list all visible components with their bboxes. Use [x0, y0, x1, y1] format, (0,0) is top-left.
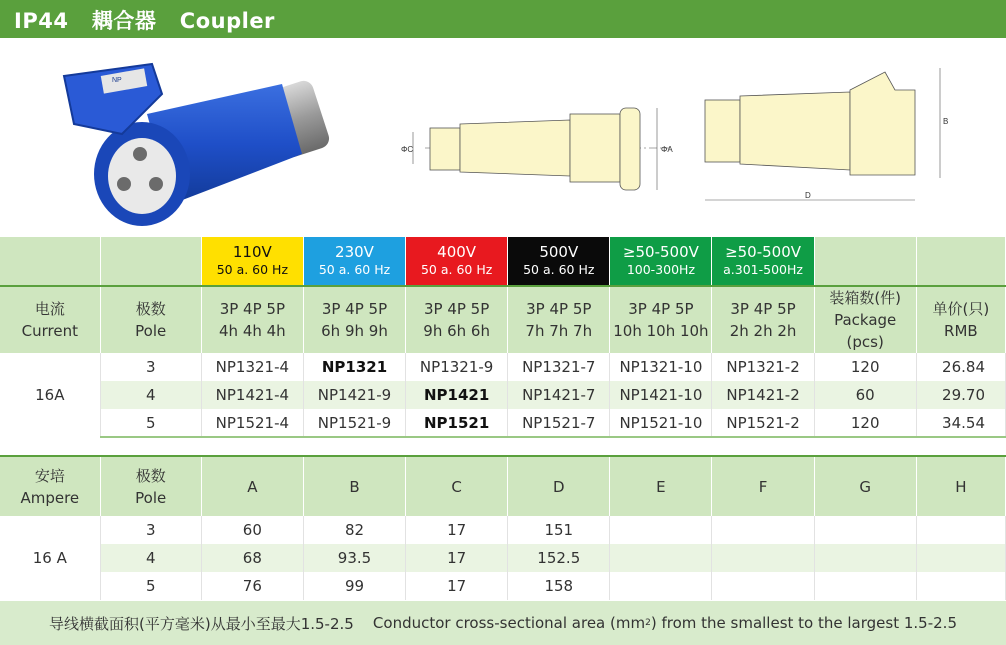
- product-code: NP1421-9: [303, 381, 405, 409]
- dim-value: 151: [508, 516, 610, 544]
- table-row: [0, 409, 1006, 437]
- product-code: NP1521-10: [610, 409, 712, 437]
- header-dim: A: [201, 456, 303, 516]
- dim-label-phi-c: ΦC: [401, 145, 414, 154]
- title-bar: [0, 0, 1006, 38]
- top-view-drawing: [700, 60, 960, 210]
- header-ampere: 安培 Ampere: [0, 456, 100, 516]
- package-value: 120: [814, 353, 916, 381]
- pole-value: 4: [100, 381, 201, 409]
- price-value: 26.84: [916, 353, 1005, 381]
- footer-superscript: 2: [645, 618, 651, 628]
- page-title: IP44 耦合器 Coupler: [14, 9, 275, 33]
- dim-value: [610, 544, 712, 572]
- pole-value: 5: [100, 572, 201, 600]
- footer-text-en-end: ) from the smallest to the largest 1.5-2.5: [650, 614, 957, 632]
- dim-value: 152.5: [508, 544, 610, 572]
- voltage-cell: 400V 50 a. 60 Hz: [406, 237, 508, 286]
- table-row: [0, 544, 1006, 572]
- table-row: [0, 516, 1006, 544]
- product-code: NP1321-9: [406, 353, 508, 381]
- footer-note: [0, 601, 1006, 645]
- dim-value: 158: [508, 572, 610, 600]
- voltage-cell: ≥50-500V 100-300Hz: [610, 237, 712, 286]
- voltage-cell: 500V 50 a. 60 Hz: [508, 237, 610, 286]
- dim-value: [814, 516, 916, 544]
- package-value: 120: [814, 409, 916, 437]
- side-view-drawing: [395, 100, 695, 200]
- voltage-row: [0, 237, 1006, 286]
- header-dim: F: [712, 456, 814, 516]
- product-code: NP1321-10: [610, 353, 712, 381]
- product-photo: [52, 54, 342, 234]
- product-code: NP1421: [406, 381, 508, 409]
- dim-value: 99: [303, 572, 405, 600]
- dim-value: 17: [406, 544, 508, 572]
- dim-value: [712, 572, 814, 600]
- dim-value: 76: [201, 572, 303, 600]
- spec-header-row: [0, 286, 1006, 353]
- header-price: 单价(只) RMB: [916, 286, 1005, 353]
- dimension-table: [0, 455, 1006, 600]
- pole-value: 3: [100, 516, 201, 544]
- product-code: NP1321-7: [508, 353, 610, 381]
- brand-mark: NP: [112, 77, 122, 84]
- header-pole: 极数 Pole: [100, 456, 201, 516]
- product-code: NP1421-7: [508, 381, 610, 409]
- dim-value: 17: [406, 516, 508, 544]
- product-code: NP1521-2: [712, 409, 814, 437]
- current-value: 16A: [0, 353, 100, 437]
- dim-label-d: D: [805, 191, 811, 200]
- dim-value: [610, 516, 712, 544]
- product-code: NP1321-2: [712, 353, 814, 381]
- header-dim: H: [916, 456, 1005, 516]
- header-variant: 3P 4P 5P 7h 7h 7h: [508, 286, 610, 353]
- price-value: 34.54: [916, 409, 1005, 437]
- header-dim: C: [406, 456, 508, 516]
- header-variant: 3P 4P 5P 9h 6h 6h: [406, 286, 508, 353]
- product-code: NP1321-4: [201, 353, 303, 381]
- header-dim: G: [814, 456, 916, 516]
- product-code: NP1321: [303, 353, 405, 381]
- header-variant: 3P 4P 5P 10h 10h 10h: [610, 286, 712, 353]
- dim-label-phi-a: ΦA: [661, 145, 673, 154]
- header-package: 装箱数(件) Package (pcs): [814, 286, 916, 353]
- dim-value: 82: [303, 516, 405, 544]
- voltage-cell: 110V 50 a. 60 Hz: [201, 237, 303, 286]
- dim-value: [916, 516, 1005, 544]
- header-variant: 3P 4P 5P 6h 9h 9h: [303, 286, 405, 353]
- product-code: NP1521-7: [508, 409, 610, 437]
- dim-value: 93.5: [303, 544, 405, 572]
- pole-value: 5: [100, 409, 201, 437]
- product-code: NP1521-9: [303, 409, 405, 437]
- product-code: NP1521-4: [201, 409, 303, 437]
- dim-value: [610, 572, 712, 600]
- dim-value: [814, 544, 916, 572]
- header-variant: 3P 4P 5P 4h 4h 4h: [201, 286, 303, 353]
- footer-text-cn: 导线横截面积(平方毫米)从最小至最大1.5-2.5: [49, 614, 354, 633]
- price-value: 29.70: [916, 381, 1005, 409]
- dim-value: [916, 572, 1005, 600]
- dim-value: 68: [201, 544, 303, 572]
- product-code: NP1521: [406, 409, 508, 437]
- dim-label-b: B: [943, 117, 949, 126]
- pole-value: 4: [100, 544, 201, 572]
- table-row: [0, 572, 1006, 600]
- package-value: 60: [814, 381, 916, 409]
- footer-text-en: Conductor cross-sectional area (mm: [372, 614, 646, 632]
- product-code: NP1421-10: [610, 381, 712, 409]
- header-dim: B: [303, 456, 405, 516]
- dim-value: [712, 516, 814, 544]
- dim-value: [916, 544, 1005, 572]
- ampere-value: 16 A: [0, 516, 100, 600]
- product-code: NP1421-2: [712, 381, 814, 409]
- voltage-cell: ≥50-500V a.301-500Hz: [712, 237, 814, 286]
- spec-table: [0, 237, 1006, 438]
- dim-value: [814, 572, 916, 600]
- table-row: [0, 381, 1006, 409]
- header-current: 电流 Current: [0, 286, 100, 353]
- dimension-header-row: [0, 456, 1006, 516]
- dim-value: [712, 544, 814, 572]
- header-variant: 3P 4P 5P 2h 2h 2h: [712, 286, 814, 353]
- product-code: NP1421-4: [201, 381, 303, 409]
- header-dim: D: [508, 456, 610, 516]
- pole-value: 3: [100, 353, 201, 381]
- header-pole: 极数 Pole: [100, 286, 201, 353]
- dim-value: 60: [201, 516, 303, 544]
- dim-value: 17: [406, 572, 508, 600]
- voltage-cell: 230V 50 a. 60 Hz: [303, 237, 405, 286]
- header-dim: E: [610, 456, 712, 516]
- table-row: [0, 353, 1006, 381]
